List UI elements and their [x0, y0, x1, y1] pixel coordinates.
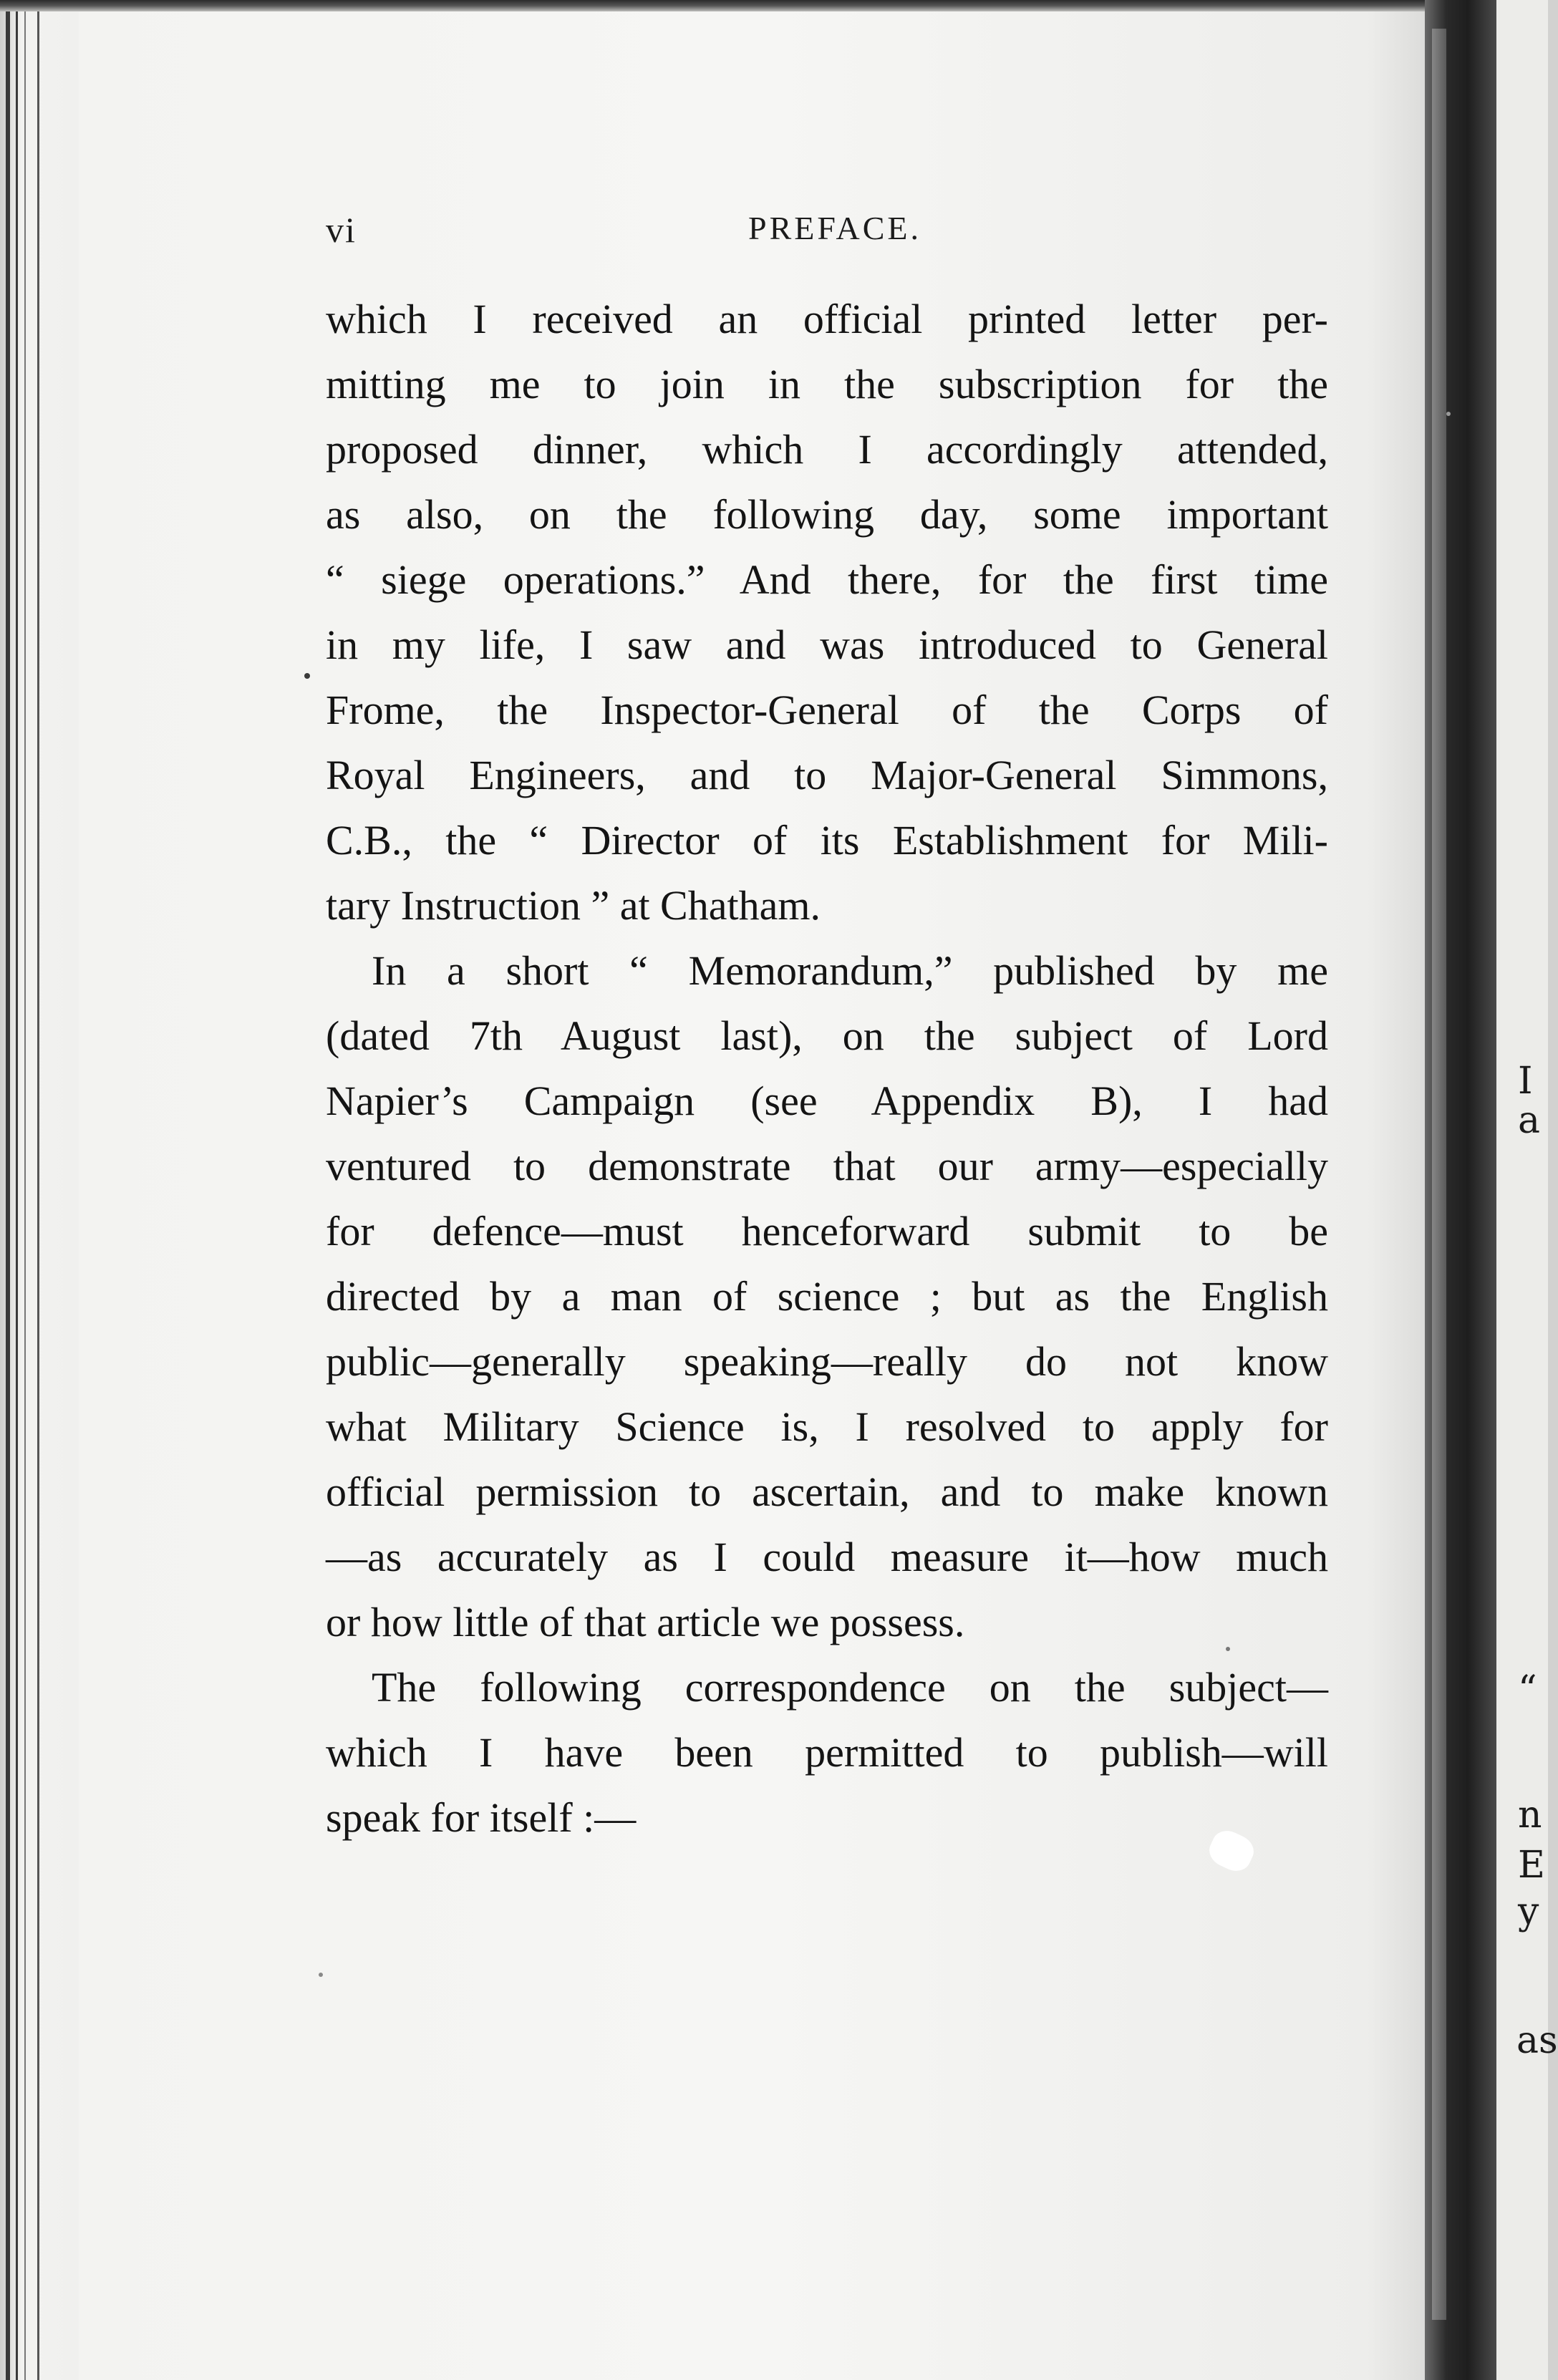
text-line: what Military Science is, I resolved to apply for — [326, 1403, 1328, 1450]
gutter-highlight — [1432, 29, 1446, 2320]
text-line: —as accurately as I could measure it—how much — [326, 1534, 1328, 1580]
text-line: tary Instruction ” at Chatham. — [326, 882, 821, 929]
text-line: (dated 7th August last), on the subject of Lord — [326, 1012, 1328, 1059]
text-line: which I have been permitted to publish—will — [326, 1729, 1328, 1776]
text-line: C.B., the “ Director of its Establishment for Mili- — [326, 817, 1328, 864]
text-line: mitting me to join in the subscription for the — [326, 361, 1328, 407]
text-line: as also, on the following day, some important — [326, 491, 1328, 538]
top-edge — [0, 0, 1548, 11]
next-page-fragment: n — [1518, 1794, 1542, 1837]
left-binding-edge — [0, 0, 79, 2380]
text-line: proposed dinner, which I accordingly attended, — [326, 426, 1328, 473]
running-title: PREFACE. — [748, 210, 922, 246]
text-line: The following correspondence on the subject— — [372, 1664, 1328, 1711]
text-line: Royal Engineers, and to Major-General Simmons, — [326, 752, 1328, 798]
binding-line — [16, 0, 18, 2380]
binding-line — [37, 0, 39, 2380]
binding-line — [24, 0, 26, 2380]
next-page-fragment: I — [1518, 1060, 1533, 1103]
text-line: in my life, I saw and was introduced to General — [326, 621, 1328, 668]
text-line: Napier’s Campaign (see Appendix B), I had — [326, 1078, 1328, 1124]
text-line: public—generally speaking—really do not know — [326, 1338, 1328, 1385]
scan-dot — [304, 673, 310, 679]
text-line: speak for itself :— — [326, 1794, 637, 1841]
text-line: official permission to ascertain, and to make known — [326, 1469, 1328, 1515]
paragraph — [326, 286, 1328, 938]
body-text — [326, 286, 1328, 1850]
next-page-fragment: a — [1518, 1099, 1541, 1142]
binding-line — [6, 0, 10, 2380]
text-line: directed by a man of science ; but as the English — [326, 1273, 1328, 1320]
scan-dot — [319, 1973, 323, 1977]
next-page-fragment: as — [1516, 2019, 1558, 2062]
text-line: which I received an official printed letter per- — [326, 296, 1328, 342]
paragraph — [326, 1655, 1328, 1850]
scan-dot — [1446, 412, 1451, 416]
paragraph — [326, 938, 1328, 1655]
scan-dot — [1226, 1647, 1230, 1651]
text-line: ventured to demonstrate that our army—especially — [326, 1143, 1328, 1189]
text-line: for defence—must henceforward submit to be — [326, 1208, 1328, 1254]
page-number: vi — [326, 210, 357, 250]
text-line: “ siege operations.” And there, for the first time — [326, 556, 1328, 603]
next-page-fragment: y — [1518, 1890, 1539, 1933]
next-page-fragment: “ — [1518, 1668, 1537, 1711]
running-head — [326, 209, 1325, 266]
text-line: or how little of that article we possess. — [326, 1599, 965, 1645]
text-line: Frome, the Inspector-General of the Corps of — [326, 687, 1328, 733]
text-line: In a short “ Memorandum,” published by me — [372, 947, 1328, 994]
next-page-fragment: E — [1518, 1844, 1545, 1887]
